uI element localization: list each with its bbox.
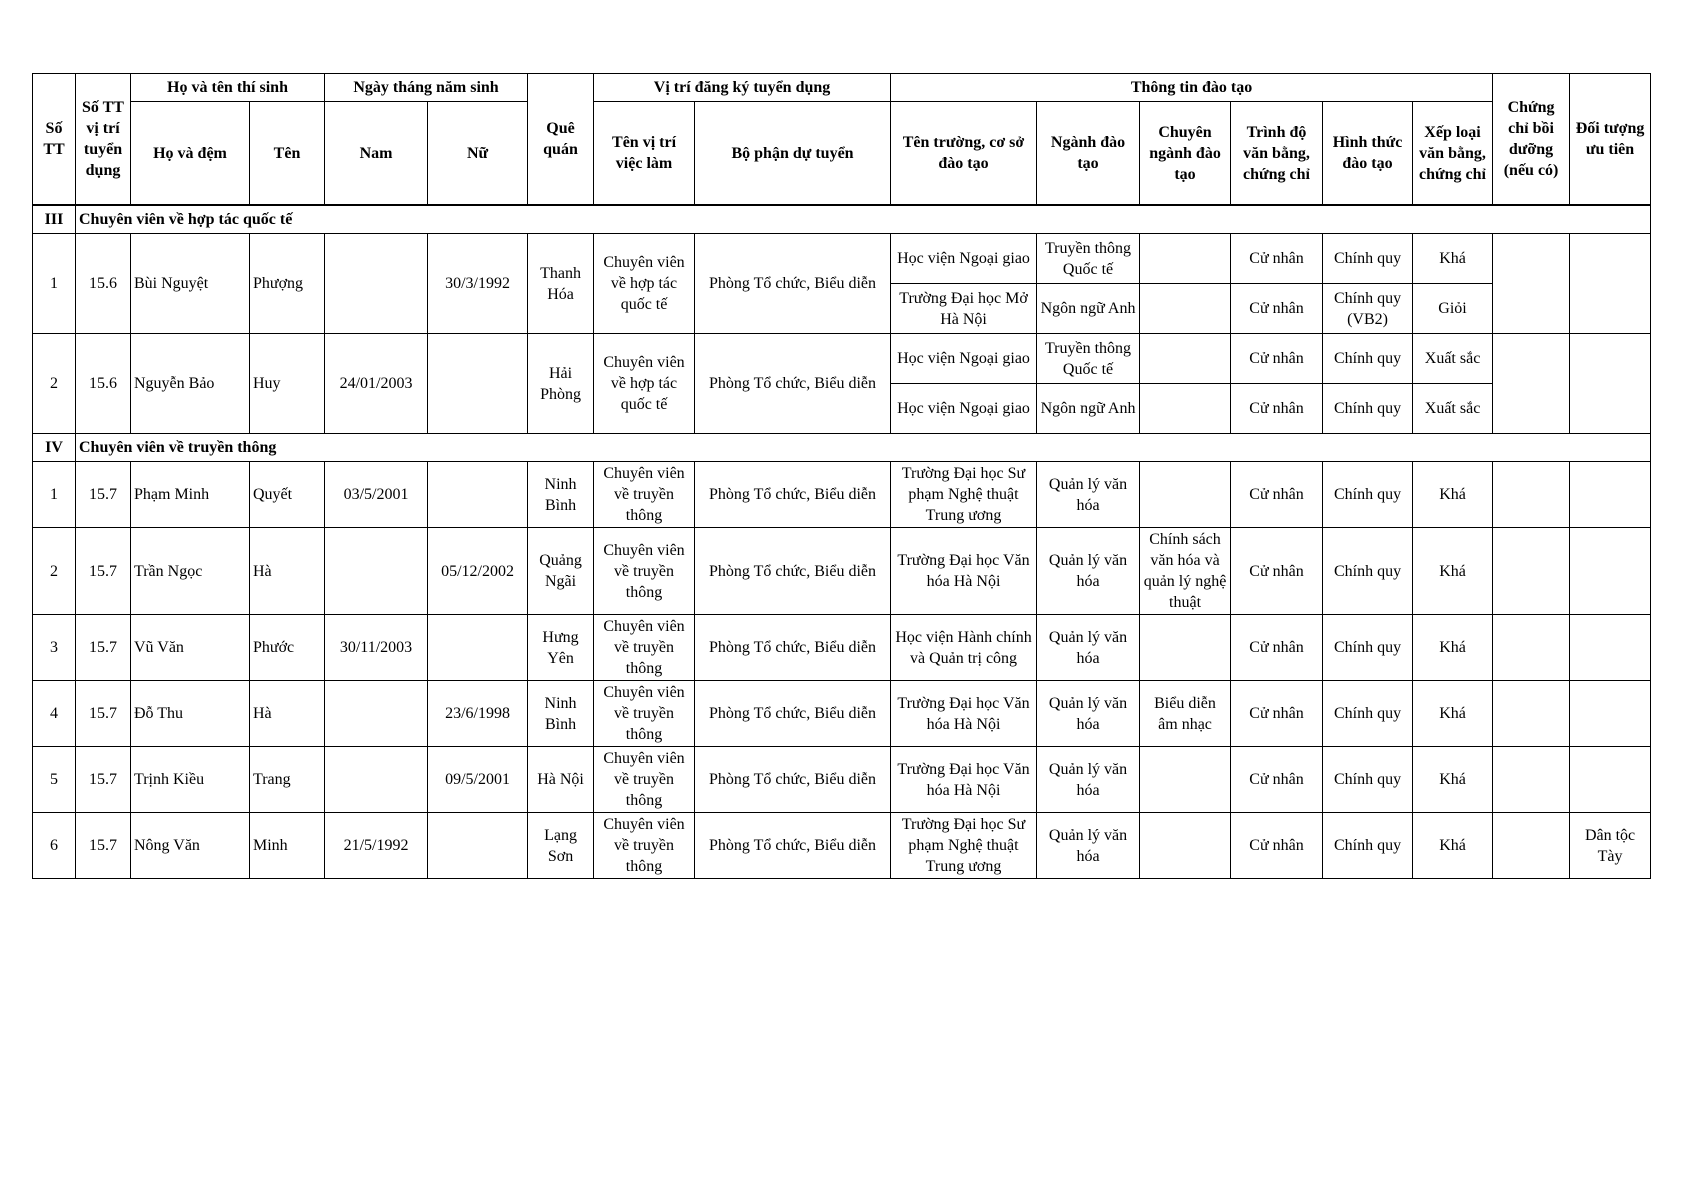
cell-trinh-do: Cử nhân (1231, 384, 1323, 434)
cell-stt: 6 (33, 813, 76, 879)
cell-ho-dem: Phạm Minh (131, 462, 250, 528)
cell-chung-chi (1493, 234, 1570, 334)
cell-chuyen-nganh: Chính sách văn hóa và quản lý nghệ thuật (1140, 528, 1231, 615)
cell-xep-loai: Khá (1413, 681, 1493, 747)
cell-ten-vi-tri: Chuyên viên về truyền thông (594, 528, 695, 615)
cell-chung-chi (1493, 334, 1570, 434)
cell-hinh-thuc: Chính quy (1323, 615, 1413, 681)
cell-ten-truong: Trường Đại học Văn hóa Hà Nội (891, 681, 1037, 747)
header-doi-tuong: Đối tượng ưu tiên (1570, 74, 1651, 206)
cell-nam: 03/5/2001 (325, 462, 428, 528)
header-nganh: Ngành đào tạo (1037, 102, 1140, 206)
section-number: IV (33, 434, 76, 462)
cell-nam (325, 528, 428, 615)
cell-chung-chi (1493, 615, 1570, 681)
cell-nu: 05/12/2002 (428, 528, 528, 615)
cell-ten-vi-tri: Chuyên viên về truyền thông (594, 681, 695, 747)
cell-trinh-do: Cử nhân (1231, 334, 1323, 384)
candidate-table (32, 73, 1651, 879)
cell-nam (325, 234, 428, 334)
cell-stt: 2 (33, 334, 76, 434)
cell-que-quan: Ninh Bình (528, 462, 594, 528)
cell-trinh-do: Cử nhân (1231, 528, 1323, 615)
cell-vi-tri-no: 15.7 (76, 615, 131, 681)
cell-ten-vi-tri: Chuyên viên về hợp tác quốc tế (594, 334, 695, 434)
cell-chung-chi (1493, 528, 1570, 615)
cell-nu (428, 615, 528, 681)
cell-doi-tuong (1570, 462, 1651, 528)
cell-vi-tri-no: 15.7 (76, 462, 131, 528)
header-vi-tri-group: Vị trí đăng ký tuyển dụng (594, 74, 891, 102)
cell-que-quan: Thanh Hóa (528, 234, 594, 334)
cell-nganh: Truyền thông Quốc tế (1037, 234, 1140, 284)
cell-nam (325, 747, 428, 813)
cell-chung-chi (1493, 462, 1570, 528)
section-row (33, 434, 1651, 462)
cell-doi-tuong (1570, 528, 1651, 615)
table-header (33, 74, 1651, 206)
cell-ho-dem: Vũ Văn (131, 615, 250, 681)
header-ten: Tên (250, 102, 325, 206)
cell-stt: 5 (33, 747, 76, 813)
cell-stt: 3 (33, 615, 76, 681)
table-row (33, 747, 1651, 813)
cell-bo-phan: Phòng Tổ chức, Biểu diễn (695, 234, 891, 334)
cell-ho-dem: Nguyễn Bảo (131, 334, 250, 434)
cell-bo-phan: Phòng Tổ chức, Biểu diễn (695, 528, 891, 615)
cell-stt: 4 (33, 681, 76, 747)
header-so-tt-vi-tri: Số TT vị trí tuyển dụng (76, 74, 131, 206)
cell-doi-tuong (1570, 681, 1651, 747)
cell-nam: 24/01/2003 (325, 334, 428, 434)
table-body (33, 205, 1651, 879)
cell-ten: Hà (250, 528, 325, 615)
cell-ho-dem: Trần Ngọc (131, 528, 250, 615)
header-chung-chi: Chứng chỉ bồi dưỡng (nếu có) (1493, 74, 1570, 206)
cell-nganh: Truyền thông Quốc tế (1037, 334, 1140, 384)
cell-ten: Trang (250, 747, 325, 813)
cell-bo-phan: Phòng Tổ chức, Biểu diễn (695, 813, 891, 879)
cell-ten-vi-tri: Chuyên viên về truyền thông (594, 615, 695, 681)
cell-chung-chi (1493, 747, 1570, 813)
header-xep-loai: Xếp loại văn bằng, chứng chỉ (1413, 102, 1493, 206)
cell-ten: Huy (250, 334, 325, 434)
cell-nam: 30/11/2003 (325, 615, 428, 681)
cell-nu: 09/5/2001 (428, 747, 528, 813)
table-row (33, 528, 1651, 615)
cell-ho-dem: Bùi Nguyệt (131, 234, 250, 334)
cell-bo-phan: Phòng Tổ chức, Biểu diễn (695, 615, 891, 681)
cell-doi-tuong: Dân tộc Tày (1570, 813, 1651, 879)
cell-trinh-do: Cử nhân (1231, 234, 1323, 284)
cell-xep-loai: Giỏi (1413, 284, 1493, 334)
cell-hinh-thuc: Chính quy (1323, 384, 1413, 434)
cell-nganh: Quản lý văn hóa (1037, 747, 1140, 813)
cell-trinh-do: Cử nhân (1231, 462, 1323, 528)
cell-ten-truong: Học viện Ngoại giao (891, 234, 1037, 284)
cell-xep-loai: Xuất sắc (1413, 334, 1493, 384)
cell-doi-tuong (1570, 747, 1651, 813)
header-dao-tao-group: Thông tin đào tạo (891, 74, 1493, 102)
table-row (33, 234, 1651, 284)
header-nu: Nữ (428, 102, 528, 206)
section-title: Chuyên viên về truyền thông (76, 434, 1651, 462)
cell-nganh: Ngôn ngữ Anh (1037, 284, 1140, 334)
cell-hinh-thuc: Chính quy (1323, 462, 1413, 528)
cell-ten-truong: Học viện Ngoại giao (891, 334, 1037, 384)
cell-nganh: Quản lý văn hóa (1037, 528, 1140, 615)
cell-ten: Minh (250, 813, 325, 879)
section-row (33, 205, 1651, 234)
cell-xep-loai: Xuất sắc (1413, 384, 1493, 434)
cell-ten-truong: Trường Đại học Mở Hà Nội (891, 284, 1037, 334)
cell-ho-dem: Đỗ Thu (131, 681, 250, 747)
cell-hinh-thuc: Chính quy (1323, 528, 1413, 615)
cell-ho-dem: Nông Văn (131, 813, 250, 879)
header-bo-phan: Bộ phận dự tuyển (695, 102, 891, 206)
cell-nu: 23/6/1998 (428, 681, 528, 747)
cell-vi-tri-no: 15.7 (76, 813, 131, 879)
cell-chung-chi (1493, 813, 1570, 879)
cell-hinh-thuc: Chính quy (VB2) (1323, 284, 1413, 334)
cell-xep-loai: Khá (1413, 615, 1493, 681)
cell-chuyen-nganh (1140, 334, 1231, 384)
header-ngay-sinh-group: Ngày tháng năm sinh (325, 74, 528, 102)
cell-ten-truong: Trường Đại học Sư phạm Nghệ thuật Trung ương (891, 462, 1037, 528)
cell-nganh: Quản lý văn hóa (1037, 681, 1140, 747)
cell-doi-tuong (1570, 615, 1651, 681)
cell-doi-tuong (1570, 334, 1651, 434)
cell-xep-loai: Khá (1413, 747, 1493, 813)
header-ten-truong: Tên trường, cơ sở đào tạo (891, 102, 1037, 206)
section-title: Chuyên viên về hợp tác quốc tế (76, 205, 1651, 234)
table-row (33, 334, 1651, 384)
cell-ten-truong: Trường Đại học Văn hóa Hà Nội (891, 528, 1037, 615)
cell-nganh: Quản lý văn hóa (1037, 462, 1140, 528)
cell-xep-loai: Khá (1413, 813, 1493, 879)
cell-ten-truong: Học viện Ngoại giao (891, 384, 1037, 434)
header-so-tt: Số TT (33, 74, 76, 206)
header-nam: Nam (325, 102, 428, 206)
cell-que-quan: Lạng Sơn (528, 813, 594, 879)
cell-vi-tri-no: 15.7 (76, 681, 131, 747)
cell-xep-loai: Khá (1413, 528, 1493, 615)
cell-hinh-thuc: Chính quy (1323, 747, 1413, 813)
cell-chuyen-nganh: Biểu diễn âm nhạc (1140, 681, 1231, 747)
cell-trinh-do: Cử nhân (1231, 681, 1323, 747)
cell-chuyen-nganh (1140, 462, 1231, 528)
cell-chuyen-nganh (1140, 234, 1231, 284)
cell-hinh-thuc: Chính quy (1323, 681, 1413, 747)
cell-que-quan: Quảng Ngãi (528, 528, 594, 615)
cell-hinh-thuc: Chính quy (1323, 234, 1413, 284)
cell-hinh-thuc: Chính quy (1323, 334, 1413, 384)
cell-ten: Phượng (250, 234, 325, 334)
cell-doi-tuong (1570, 234, 1651, 334)
cell-stt: 1 (33, 462, 76, 528)
cell-bo-phan: Phòng Tổ chức, Biểu diễn (695, 462, 891, 528)
table-row (33, 681, 1651, 747)
cell-nu (428, 813, 528, 879)
cell-nu (428, 462, 528, 528)
cell-ho-dem: Trịnh Kiều (131, 747, 250, 813)
cell-ten-vi-tri: Chuyên viên về hợp tác quốc tế (594, 234, 695, 334)
cell-nganh: Quản lý văn hóa (1037, 813, 1140, 879)
cell-trinh-do: Cử nhân (1231, 284, 1323, 334)
header-ho-dem: Họ và đệm (131, 102, 250, 206)
cell-que-quan: Hà Nội (528, 747, 594, 813)
cell-ten-truong: Học viện Hành chính và Quản trị công (891, 615, 1037, 681)
table-row (33, 813, 1651, 879)
cell-ten-truong: Trường Đại học Văn hóa Hà Nội (891, 747, 1037, 813)
cell-chung-chi (1493, 681, 1570, 747)
header-hinh-thuc: Hình thức đào tạo (1323, 102, 1413, 206)
cell-stt: 1 (33, 234, 76, 334)
cell-xep-loai: Khá (1413, 234, 1493, 284)
cell-nu (428, 334, 528, 434)
cell-que-quan: Hải Phòng (528, 334, 594, 434)
cell-vi-tri-no: 15.6 (76, 234, 131, 334)
cell-ten-vi-tri: Chuyên viên về truyền thông (594, 813, 695, 879)
cell-vi-tri-no: 15.7 (76, 528, 131, 615)
cell-stt: 2 (33, 528, 76, 615)
cell-ten-vi-tri: Chuyên viên về truyền thông (594, 462, 695, 528)
cell-chuyen-nganh (1140, 284, 1231, 334)
cell-vi-tri-no: 15.6 (76, 334, 131, 434)
cell-vi-tri-no: 15.7 (76, 747, 131, 813)
cell-xep-loai: Khá (1413, 462, 1493, 528)
cell-que-quan: Hưng Yên (528, 615, 594, 681)
cell-ten: Quyết (250, 462, 325, 528)
cell-chuyen-nganh (1140, 615, 1231, 681)
header-ten-vi-tri: Tên vị trí việc làm (594, 102, 695, 206)
cell-chuyen-nganh (1140, 384, 1231, 434)
header-que-quan: Quê quán (528, 74, 594, 206)
cell-bo-phan: Phòng Tổ chức, Biểu diễn (695, 334, 891, 434)
cell-nganh: Quản lý văn hóa (1037, 615, 1140, 681)
cell-trinh-do: Cử nhân (1231, 615, 1323, 681)
cell-ten-truong: Trường Đại học Sư phạm Nghệ thuật Trung ương (891, 813, 1037, 879)
cell-bo-phan: Phòng Tổ chức, Biểu diễn (695, 747, 891, 813)
cell-trinh-do: Cử nhân (1231, 813, 1323, 879)
header-ho-ten-group: Họ và tên thí sinh (131, 74, 325, 102)
cell-nu: 30/3/1992 (428, 234, 528, 334)
header-chuyen-nganh: Chuyên ngành đào tạo (1140, 102, 1231, 206)
cell-nam (325, 681, 428, 747)
header-trinh-do: Trình độ văn bằng, chứng chỉ (1231, 102, 1323, 206)
cell-ten: Phước (250, 615, 325, 681)
cell-hinh-thuc: Chính quy (1323, 813, 1413, 879)
cell-nam: 21/5/1992 (325, 813, 428, 879)
cell-que-quan: Ninh Bình (528, 681, 594, 747)
cell-chuyen-nganh (1140, 747, 1231, 813)
table-row (33, 615, 1651, 681)
cell-bo-phan: Phòng Tổ chức, Biểu diễn (695, 681, 891, 747)
table-row (33, 462, 1651, 528)
cell-nganh: Ngôn ngữ Anh (1037, 384, 1140, 434)
cell-ten-vi-tri: Chuyên viên về truyền thông (594, 747, 695, 813)
section-number: III (33, 205, 76, 234)
cell-trinh-do: Cử nhân (1231, 747, 1323, 813)
cell-chuyen-nganh (1140, 813, 1231, 879)
cell-ten: Hà (250, 681, 325, 747)
